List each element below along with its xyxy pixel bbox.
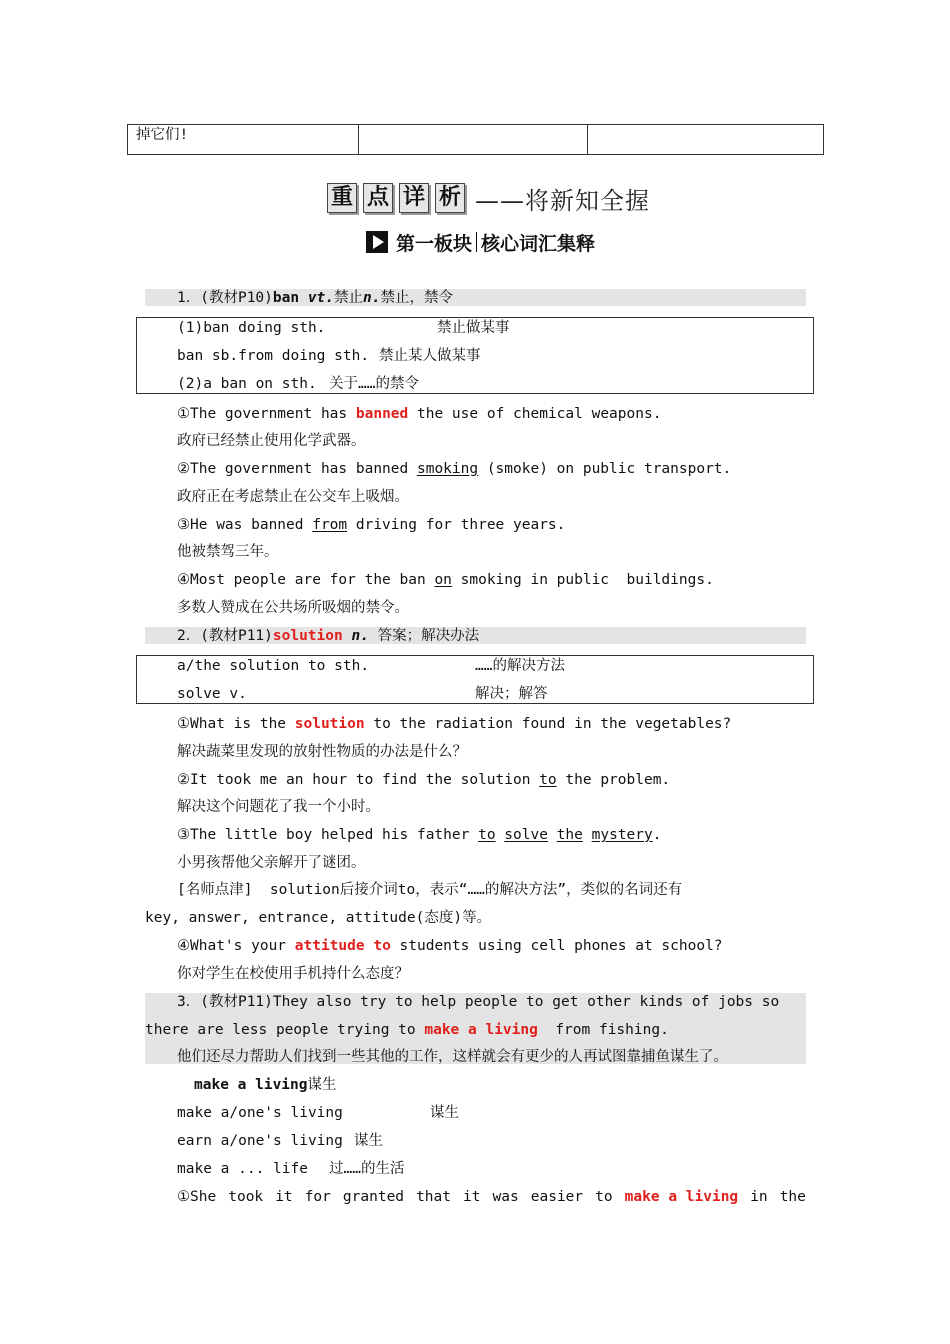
item-title: 3．(教材P11)They also try to help people to get other kinds of jobs so <box>177 994 780 1010</box>
usage-zh: ……的解决方法 <box>475 658 565 674</box>
meaning: 禁止 <box>334 290 364 306</box>
keyword: banned <box>355 406 409 422</box>
word: it <box>463 1189 481 1205</box>
text: the problem. <box>556 772 671 788</box>
usage-en: (1)ban doing sth. <box>177 320 326 336</box>
example-sentence <box>177 714 731 734</box>
word: the <box>779 1189 806 1205</box>
word: for <box>304 1189 331 1205</box>
usage-zh: 关于……的禁令 <box>329 376 419 392</box>
phrase-en: make a ... life <box>177 1161 308 1177</box>
phrase-zh: 谋生 <box>430 1105 459 1121</box>
text: ②It took me an hour to find the solution <box>177 772 540 788</box>
example-translation: 政府已经禁止使用化学武器。 <box>177 433 366 449</box>
item-title <box>177 626 479 646</box>
usage-zh: 禁止做某事 <box>437 320 510 336</box>
example-sentence <box>177 936 723 956</box>
answer-blank: the <box>556 827 583 843</box>
text: ①The government has <box>177 406 356 422</box>
example-translation: 你对学生在校使用手机持什么态度？ <box>177 966 409 982</box>
part-of-speech: n. <box>351 628 369 644</box>
item-title <box>177 288 453 308</box>
answer-blank: on <box>434 572 452 588</box>
word: that <box>416 1189 451 1205</box>
meaning: 禁止，禁令 <box>380 290 453 306</box>
keyword: solution <box>294 716 365 732</box>
word: took <box>228 1189 264 1205</box>
word: to <box>595 1189 613 1205</box>
text: . <box>652 827 662 843</box>
answer-blank: mystery <box>591 827 653 843</box>
text: ①What is the <box>177 716 295 732</box>
heading-char: 点 <box>363 183 393 213</box>
keyword: make a living <box>624 1189 739 1205</box>
text: driving for three years. <box>347 517 566 533</box>
table-cell: 掉它们! <box>128 125 359 155</box>
text: ②The government has banned <box>177 461 417 477</box>
usage-zh: 禁止某人做某事 <box>379 348 481 364</box>
answer-blank: smoking <box>416 461 479 477</box>
meaning: 答案；解决办法 <box>377 628 480 644</box>
usage-en: solve v. <box>177 686 247 702</box>
example-sentence <box>177 515 565 535</box>
table-cell <box>359 125 588 155</box>
text: to the radiation found in the vegetables? <box>364 716 732 732</box>
example-sentence <box>177 770 670 790</box>
example-sentence <box>177 570 714 590</box>
example-sentence <box>177 1187 806 1207</box>
usage-en: a/the solution to sth. <box>177 658 370 674</box>
phrase-meaning: 谋生 <box>307 1077 337 1093</box>
title-prefix: 1．(教材P10) <box>177 290 273 306</box>
usage-en: ban sb.from doing sth. <box>177 348 370 364</box>
section-heading <box>327 180 650 216</box>
text: (smoke) on public transport. <box>478 461 732 477</box>
subheading-left: 第一板块 <box>396 232 473 255</box>
phrase-en: earn a/one's living <box>177 1133 343 1149</box>
subheading-right: 核心词汇集释 <box>481 232 596 255</box>
teacher-tip: [名师点津] solution后接介词to，表示“……的解决方法”，类似的名词还有 <box>177 882 683 898</box>
phrase-head <box>194 1075 337 1095</box>
answer-blank: to <box>539 772 557 788</box>
phrase-zh: 过……的生活 <box>329 1161 405 1177</box>
example-translation: 他被禁驾三年。 <box>177 544 279 560</box>
heading-char: 重 <box>327 183 357 213</box>
heading-char: 析 <box>435 183 465 213</box>
item-translation: 他们还尽力帮助人们找到一些其他的工作，这样就会有更少的人再试图靠捕鱼谋生了。 <box>177 1049 728 1065</box>
phrase-zh: 谋生 <box>354 1133 383 1149</box>
word: ①She <box>177 1189 217 1205</box>
text: there are less people trying to <box>145 1022 425 1038</box>
text: from fishing. <box>537 1022 669 1038</box>
headword: solution <box>272 628 343 644</box>
heading-tail: ——将新知全握 <box>475 186 650 215</box>
example-translation: 小男孩帮他父亲解开了谜团。 <box>177 855 366 871</box>
word: in <box>750 1189 768 1205</box>
text: ④Most people are for the ban <box>177 572 435 588</box>
usage-en: (2)a ban on sth. <box>177 376 317 392</box>
word: easier <box>530 1189 584 1205</box>
text: ③The little boy helped his father <box>177 827 479 843</box>
text: smoking in public buildings. <box>451 572 714 588</box>
part-of-speech: vt. <box>307 290 335 306</box>
table-cell <box>588 125 824 155</box>
item-title-cont <box>145 1020 669 1040</box>
teacher-tip-cont: key, answer, entrance, attitude(态度)等。 <box>145 910 492 926</box>
word: was <box>492 1189 519 1205</box>
keyword: attitude to <box>294 938 391 954</box>
answer-blank: from <box>312 517 348 533</box>
text: ④What's your <box>177 938 295 954</box>
example-translation: 多数人赞成在公共场所吸烟的禁令。 <box>177 600 409 616</box>
text: the use of chemical weapons. <box>408 406 662 422</box>
answer-blank: solve <box>504 827 548 843</box>
word: it <box>275 1189 293 1205</box>
example-translation: 政府正在考虑禁止在公交车上吸烟。 <box>177 489 409 505</box>
example-translation: 解决这个问题花了我一个小时。 <box>177 799 380 815</box>
usage-zh: 解决；解答 <box>475 686 548 702</box>
heading-char: 详 <box>399 183 429 213</box>
subheading <box>366 229 595 255</box>
keyword: make a living <box>424 1022 538 1038</box>
example-sentence <box>177 459 731 479</box>
text: students using cell phones at school? <box>390 938 723 954</box>
answer-blank: to <box>478 827 496 843</box>
headword: ban <box>272 290 300 306</box>
phrase: make a living <box>194 1077 308 1093</box>
play-icon <box>366 231 388 253</box>
part-of-speech: n. <box>363 290 381 306</box>
phrase-en: make a/one's living <box>177 1105 343 1121</box>
word: granted <box>342 1189 405 1205</box>
text: ③He was banned <box>177 517 313 533</box>
divider <box>476 232 477 252</box>
example-translation: 解决蔬菜里发现的放射性物质的办法是什么？ <box>177 744 467 760</box>
example-sentence <box>177 825 661 845</box>
example-sentence <box>177 404 661 424</box>
top-table <box>127 124 824 155</box>
title-prefix: 2．(教材P11) <box>177 628 273 644</box>
